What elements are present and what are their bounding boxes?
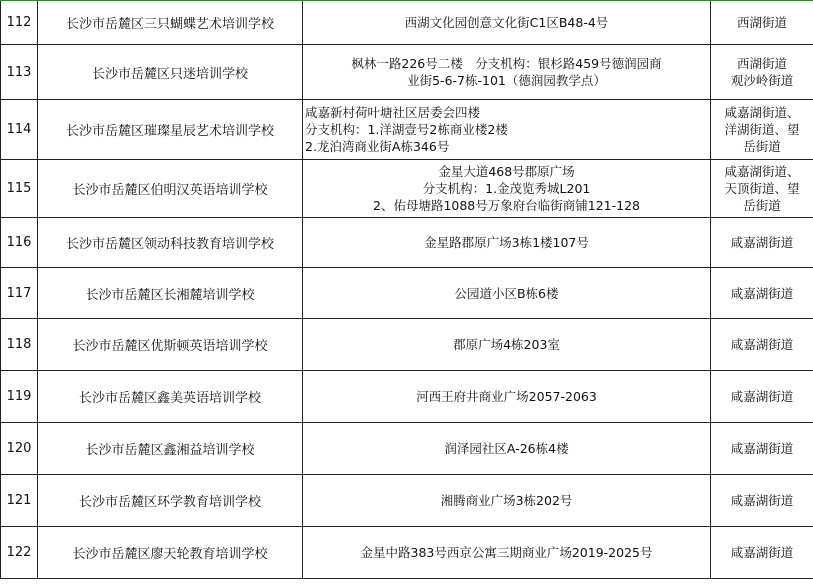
- school-name: 长沙市岳麓区长湘麓培训学校: [38, 268, 303, 319]
- table-row: [1, 218, 813, 268]
- street-office: [711, 371, 813, 423]
- school-address: [303, 1, 711, 45]
- school-address: [303, 371, 711, 423]
- address-line: 金星大道468号郡原广场: [438, 164, 575, 179]
- school-address: [303, 218, 711, 268]
- street-office: [711, 100, 813, 160]
- street-line: 咸嘉湖街道: [730, 389, 794, 404]
- street-office: [711, 218, 813, 268]
- address-line: 金星路郡原广场3栋1楼107号: [424, 235, 589, 250]
- row-number: 113: [1, 45, 38, 100]
- table-row: [1, 475, 813, 527]
- school-name: 长沙市岳麓区鑫美英语培训学校: [38, 371, 303, 423]
- table-row: [1, 160, 813, 218]
- school-address: [303, 423, 711, 475]
- row-number: 120: [1, 423, 38, 475]
- row-number: 115: [1, 160, 38, 218]
- address-line: 2.龙泊湾商业街A栋346号: [305, 139, 450, 154]
- address-line: 湘腾商业广场3栋202号: [440, 493, 573, 508]
- street-line: 观沙岭街道: [730, 73, 794, 88]
- street-office: [711, 1, 813, 45]
- address-line: 润泽园社区A-26栋4楼: [444, 441, 569, 456]
- row-number: 121: [1, 475, 38, 527]
- street-office: [711, 423, 813, 475]
- street-office: [711, 45, 813, 100]
- school-name: 长沙市岳麓区伯明汉英语培训学校: [38, 160, 303, 218]
- street-line: 咸嘉湖街道、: [724, 164, 800, 179]
- row-number: 117: [1, 268, 38, 319]
- table-row: [1, 1, 813, 45]
- street-line: 岳街道: [743, 139, 781, 154]
- street-line: 咸嘉湖街道: [730, 235, 794, 250]
- row-number: 122: [1, 527, 38, 579]
- top-border-line: [0, 0, 813, 1]
- school-address: [303, 100, 711, 160]
- street-office: [711, 475, 813, 527]
- address-line: 咸嘉新村荷叶塘社区居委会四楼: [305, 105, 481, 120]
- street-line: 西湖街道: [736, 56, 787, 71]
- address-line: 分支机构：1.洋湖壹号2栋商业楼2楼: [305, 122, 508, 137]
- street-line: 咸嘉湖街道: [730, 441, 794, 456]
- street-office: [711, 160, 813, 218]
- street-line: 西湖街道: [736, 15, 787, 30]
- school-address: [303, 319, 711, 371]
- school-name: 长沙市岳麓区璀璨星辰艺术培训学校: [38, 100, 303, 160]
- address-line: 枫林一路226号二楼 分支机构：银杉路459号德润园商: [351, 56, 662, 71]
- street-line: 岳街道: [743, 198, 781, 213]
- street-line: 咸嘉湖街道: [730, 285, 794, 301]
- address-line: 金星中路383号西京公寓三期商业广场2019-2025号: [360, 545, 653, 560]
- street-line: 天顶街道、望: [724, 181, 800, 196]
- street-office: [711, 268, 813, 319]
- address-line: 河西王府井商业广场2057-2063: [416, 389, 597, 404]
- address-line: 2、佑母塘路1088号万象府台临街商铺121-128: [373, 198, 640, 213]
- table-row: [1, 371, 813, 423]
- table-row: [1, 268, 813, 319]
- address-line: 西湖文化园创意文化街C1区B48-4号: [404, 15, 609, 30]
- street-line: 咸嘉湖街道: [730, 337, 794, 352]
- row-number: 118: [1, 319, 38, 371]
- table-row: [1, 319, 813, 371]
- school-name: 长沙市岳麓区领动科技教育培训学校: [38, 218, 303, 268]
- school-name: 长沙市岳麓区鑫湘益培训学校: [38, 423, 303, 475]
- school-name: 长沙市岳麓区优斯顿英语培训学校: [38, 319, 303, 371]
- row-number: 114: [1, 100, 38, 160]
- address-line: 郡原广场4栋203室: [453, 337, 560, 352]
- school-address: [303, 527, 711, 579]
- table-row: [1, 100, 813, 160]
- street-line: 咸嘉湖街道、: [724, 105, 800, 120]
- school-address: [303, 160, 711, 218]
- school-name: 长沙市岳麓区三只蝴蝶艺术培训学校: [38, 1, 303, 45]
- street-office: [711, 319, 813, 371]
- school-address: [303, 475, 711, 527]
- school-name: 长沙市岳麓区环学教育培训学校: [38, 475, 303, 527]
- school-name: 长沙市岳麓区廖天轮教育培训学校: [38, 527, 303, 579]
- street-line: 洋湖街道、望: [724, 122, 800, 137]
- address-line: 公园道小区B栋6楼: [454, 285, 559, 301]
- school-address: [303, 45, 711, 100]
- street-line: 咸嘉湖街道: [730, 493, 794, 508]
- street-office: [711, 527, 813, 579]
- table-row: [1, 45, 813, 100]
- address-line: 业街5-6-7栋-101（德润园教学点）: [407, 73, 606, 88]
- address-line: 分支机构：1.金茂览秀城L201: [422, 181, 591, 196]
- school-address: [303, 268, 711, 319]
- row-number: 119: [1, 371, 38, 423]
- table-row: [1, 423, 813, 475]
- table-body: [1, 1, 813, 579]
- school-name: 长沙市岳麓区只迷培训学校: [38, 45, 303, 100]
- table-row: [1, 527, 813, 579]
- row-number: 116: [1, 218, 38, 268]
- row-number: 112: [1, 1, 38, 45]
- street-line: 咸嘉湖街道: [730, 545, 794, 560]
